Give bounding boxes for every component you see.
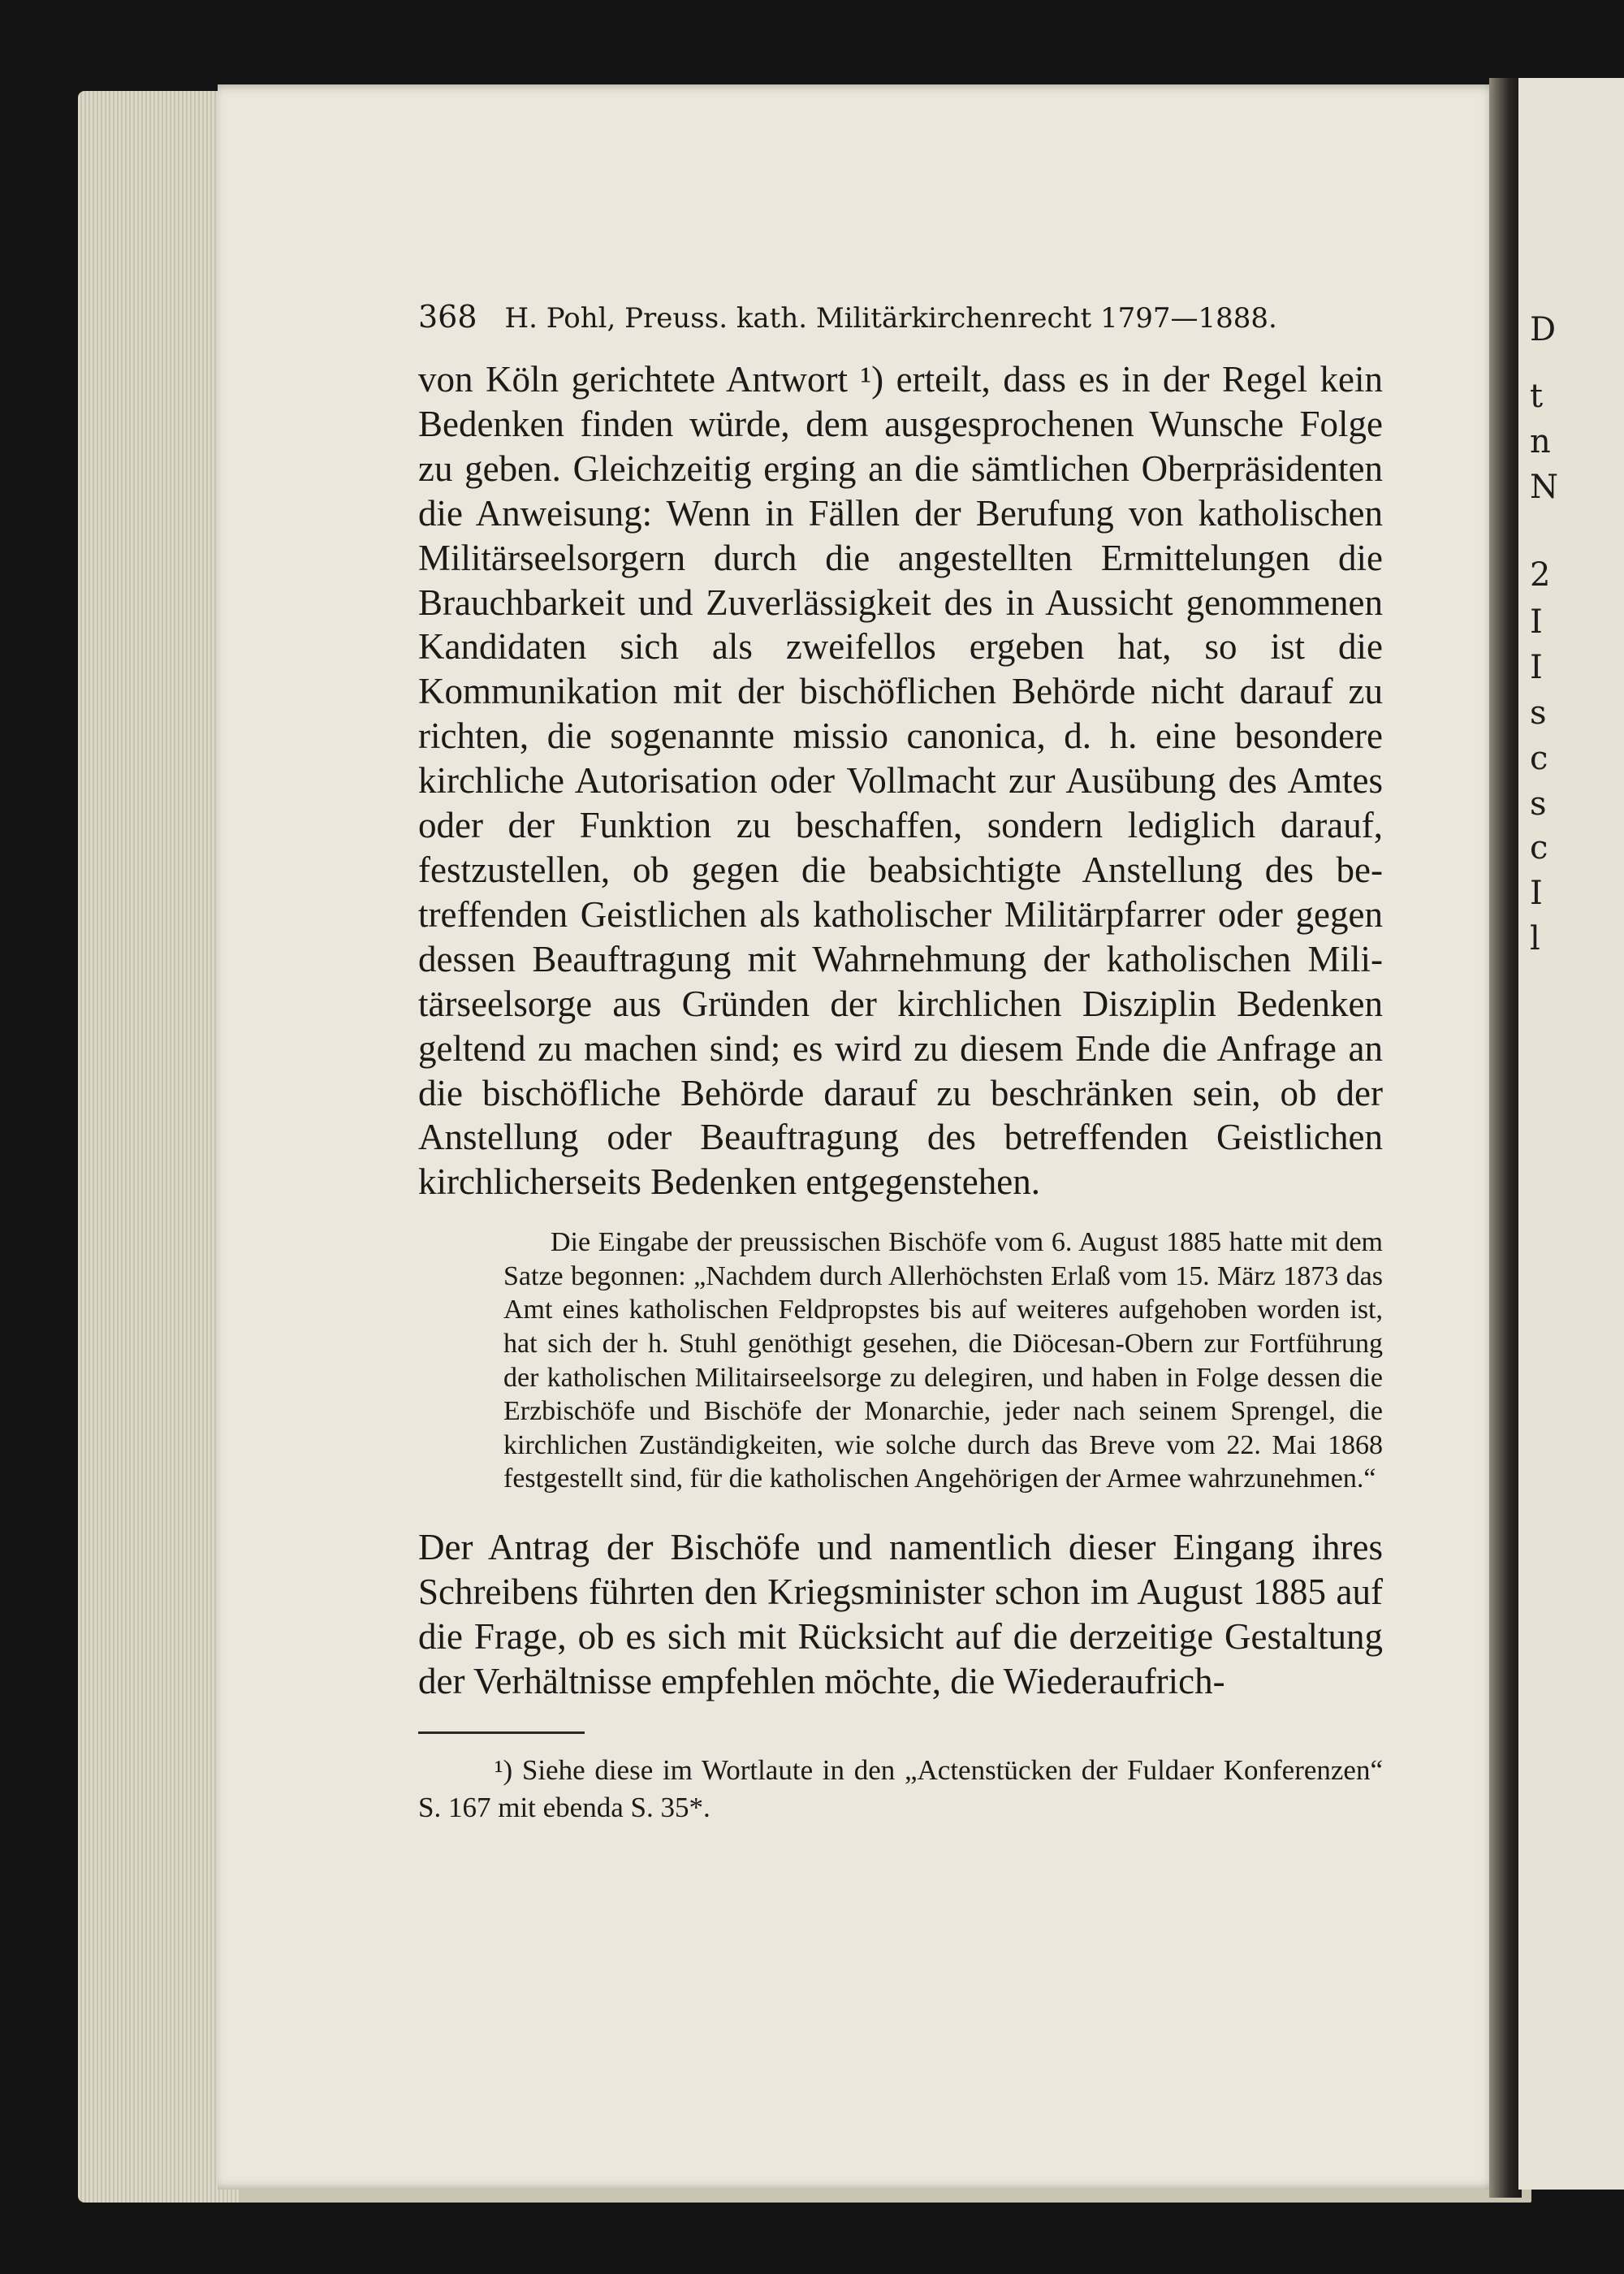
next-page-fragment: c	[1530, 740, 1548, 777]
next-page-fragment: s	[1530, 694, 1547, 732]
page-content	[418, 299, 1383, 1827]
next-page-edge	[1518, 78, 1624, 2190]
running-title: H. Pohl, Preuss. kath. Militärkirchenrecht 1797—1888.	[504, 302, 1277, 335]
running-head	[418, 299, 1383, 335]
footnote-divider	[418, 1731, 585, 1734]
next-page-fragment: D	[1530, 311, 1557, 348]
next-page-fragment: l	[1530, 920, 1540, 958]
book-gutter	[1489, 78, 1522, 2198]
next-page-fragment: 2	[1530, 556, 1551, 594]
body-paragraph-2: Der Antrag der Bischöfe und namentlich dieser Eingang ihres Schreibens führten den Kriegsminister schon im August 1885 auf die Frage, ob es sich mit Rücksicht auf die derzeitige Gestaltung der Verhältnisse empfehlen möchte, die Wiederaufrich-	[418, 1526, 1383, 1701]
next-page-fragment: I	[1530, 603, 1543, 641]
next-page-fragment: N	[1530, 469, 1558, 506]
page-number: 368	[418, 299, 477, 335]
next-page-fragment: I	[1530, 649, 1543, 686]
next-page-fragment: t	[1530, 378, 1544, 415]
next-page-fragment: c	[1530, 829, 1548, 867]
quoted-petition: Die Eingabe der preussischen Bischöfe vom 6. August 1885 hatte mit dem Satze begonnen: „Nachdem durch Allerhöchsten Erlaß vom 15. März 1873 das Amt eines katholischen Feldpropstes bis auf weiteres aufgehoben worden ist, hat sich der h. Stuhl genöthigt gesehen, die Diöcesan-Obern zur Fortführung der katholischen Militairseelsorge zu delegiren, und haben in Folge dessen die Erzbischöfe und Bischöfe der Monarchie, jeder nach seinem Sprengel, die kirchlichen Zuständigkeiten, wie solche durch das Breve vom 22. Mai 1868 festgestellt sind, für die katholischen Angehörigen der Armee wahrzunehmen.“	[503, 1227, 1383, 1494]
body-paragraph-1: von Köln gerichtete Antwort ¹) erteilt, dass es in der Regel kein Bedenken finden würde, dem ausgesprochenen Wunsche Folge zu geben. Gleichzeitig erging an die sämtlichen Oberpräsidenten die Anweisung: Wenn in Fällen der Berufung von katholischen Militärseelsorgern durch die angestellten Ermittelungen die Brauchbarkeit und Zuverlässigkeit des in Aussicht genommenen Kandidaten sich als zweifellos ergeben hat, so ist die Kommunikation mit der bischöflichen Behörde nicht darauf zu richten, die sogenannte missio canonica, d. h. eine besondere kirchliche Autorisation oder Vollmacht zur Ausübung des Amtes oder der Funktion zu beschaffen, sondern lediglich darauf, festzustellen, ob gegen die beabsichtigte Anstellung des betreffenden Geistlichen als katholischer Militärpfarrer oder gegen dessen Beauftragung mit Wahrnehmung der katholischen Militärseelsorge aus Gründen der kirchlichen Disziplin Bedenken geltend zu machen sind; es wird zu diesem Ende die Anfrage an die bischöfliche Behörde darauf zu beschränken sein, ob der Anstellung oder Beauftragung des betreffenden Geistlichen kirchlicherseits Bedenken entgegenstehen.	[418, 359, 1383, 1203]
next-page-fragment: n	[1530, 423, 1551, 460]
page-edges	[78, 91, 240, 2203]
footnote-1: ¹) Siehe diese im Wortlaute in den „Actenstücken der Fuldaer Konferenzen“ S. 167 mit ebenda S. 35*.	[418, 1753, 1383, 1823]
next-page-fragment: I	[1530, 875, 1543, 912]
next-page-fragment: s	[1530, 785, 1547, 823]
